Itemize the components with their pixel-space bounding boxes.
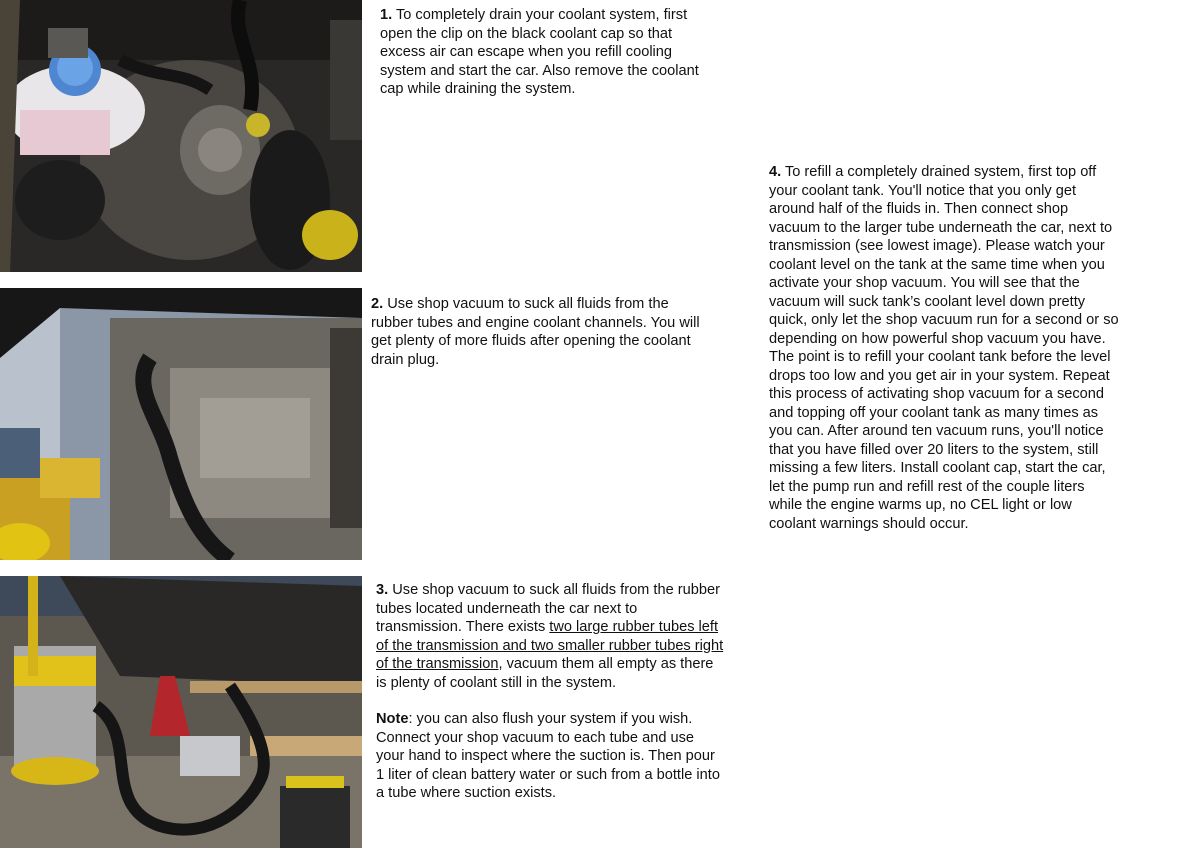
step-4-text — [769, 163, 1119, 533]
engine-bay-image — [0, 0, 362, 272]
vacuum-under-car-image — [0, 576, 362, 848]
step-3-text — [376, 581, 724, 803]
step-3-number: 3. — [376, 582, 389, 598]
step-3-body-a: Use shop vacuum to suck all fluids from the rubber tubes located underneath the car next to transmission. There exists — [376, 582, 720, 635]
step-3-paragraph — [376, 581, 724, 692]
step-3-note — [376, 710, 724, 803]
step-1-text — [380, 6, 720, 99]
vacuum-hose-engine-image — [0, 288, 362, 560]
step-3-underlined: two large rubber tubes left of the transmission and two smaller rubber tubes right of the transmission — [376, 619, 724, 672]
step-2-number: 2. — [371, 296, 384, 312]
step-4-body: To refill a completely drained system, first top off your coolant tank. You'll notice that you only get around half of the fluids in. Then connect shop vacuum to the larger tube underneath the car, next to transmission (see lowest image). Please watch your coolant level on the tank at the same time when you activate your shop vacuum. You will see that the vacuum will suck tank’s coolant level down pretty quick, only let the shop vacuum run for a second or so depending on how powerful shop vacuum you have. The point is to refill your coolant tank before the level drops too low and you get air in your system. Repeat this process of activating shop vacuum for a second and topping off your coolant tank as many times as you can. After around ten vacuum runs, you'll notice that you have filled over 20 liters to the system, still missing a few liters. Install coolant cap, start the car, let the pump run and refill rest of the couple liters while the engine warms up, no CEL light or low coolant warnings should occur. — [769, 164, 1119, 532]
step-4-number: 4. — [769, 164, 782, 180]
step-1-number: 1. — [380, 7, 393, 23]
engine-bay-photo — [0, 0, 362, 272]
note-body: : you can also flush your system if you wish. Connect your shop vacuum to each tube and use your hand to inspect where the suction is. Then pour 1 liter of clean battery water or such from a bottle into a tube where suction exists. — [376, 711, 720, 801]
step-2-text — [371, 295, 711, 369]
step-1-body: To completely drain your coolant system, first open the clip on the black coolant cap so that excess air can escape when you refill cooling system and start the car. Also remove the coolant cap while draining the system. — [380, 7, 699, 97]
step-4-paragraph — [769, 163, 1119, 533]
step-2-body: Use shop vacuum to suck all fluids from the rubber tubes and engine coolant channels. You will get plenty of more fluids after opening the coolant drain plug. — [371, 296, 700, 368]
step-3-body-b: , vacuum them all empty as there is plenty of coolant still in the system. — [376, 656, 714, 691]
step-1-paragraph — [380, 6, 720, 99]
note-label: Note — [376, 711, 409, 727]
vacuum-under-car-photo — [0, 576, 362, 848]
step-2-paragraph — [371, 295, 711, 369]
vacuum-hose-engine-photo — [0, 288, 362, 560]
